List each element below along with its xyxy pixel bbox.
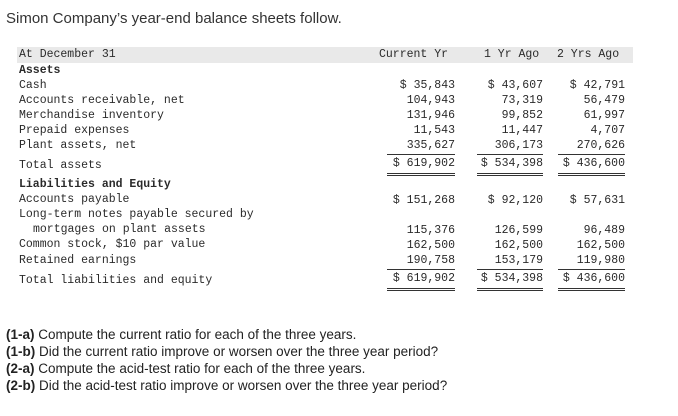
ap-1yr: $ 92,120 [487, 194, 543, 207]
subtotal-rule-2yr [558, 154, 625, 155]
question-1b [6, 343, 447, 360]
row-label-common-stock: Common stock, $10 par value [19, 238, 206, 251]
question-1b-tag: (1-b) [6, 344, 36, 359]
total-assets-current: $ 619,902 [392, 157, 455, 170]
question-1a-tag: (1-a) [6, 327, 35, 342]
retained-earnings-current: 190,758 [406, 254, 455, 267]
intro-text: Simon Company’s year-end balance sheets follow. [6, 10, 342, 27]
assets-heading: Assets [19, 64, 61, 77]
total-le-double-rule-1yr [477, 288, 543, 291]
inventory-current: 131,946 [406, 109, 455, 122]
cash-current: $ 35,843 [399, 79, 455, 92]
lt-notes-current: 115,376 [406, 224, 455, 237]
ar-current: 104,943 [406, 94, 455, 107]
row-label-lt-notes-line1: Long-term notes payable secured by [19, 208, 254, 221]
question-2b-text: Did the acid-test ratio improve or worsen over the three year period? [35, 378, 448, 393]
row-label-retained-earnings: Retained earnings [19, 254, 137, 267]
question-2a [6, 360, 447, 377]
question-list [6, 326, 447, 394]
liab-subtotal-rule-2yr [558, 269, 625, 270]
header-current-yr: Current Yr [379, 48, 449, 61]
total-assets-1yr: $ 534,398 [480, 157, 543, 170]
prepaid-current: 11,543 [413, 124, 455, 137]
row-label-prepaid: Prepaid expenses [19, 124, 130, 137]
question-1a-text: Compute the current ratio for each of the three years. [34, 327, 357, 342]
cash-2yr: $ 42,791 [569, 79, 625, 92]
ar-2yr: 56,479 [583, 94, 625, 107]
common-stock-1yr: 162,500 [494, 239, 543, 252]
row-label-ar: Accounts receivable, net [19, 94, 185, 107]
total-le-1yr: $ 534,398 [480, 272, 543, 285]
ap-2yr: $ 57,631 [569, 194, 625, 207]
total-le-double-rule-2yr [558, 288, 625, 291]
common-stock-current: 162,500 [406, 239, 455, 252]
header-1-yr-ago: 1 Yr Ago [484, 48, 540, 61]
row-label-cash: Cash [19, 79, 47, 92]
inventory-2yr: 61,997 [583, 109, 625, 122]
lt-notes-1yr: 126,599 [494, 224, 543, 237]
row-label-ap: Accounts payable [19, 193, 130, 206]
row-label-total-liab-equity: Total liabilities and equity [19, 274, 213, 287]
total-le-2yr: $ 436,600 [562, 272, 625, 285]
common-stock-2yr: 162,500 [576, 239, 625, 252]
subtotal-rule-1yr [477, 154, 543, 155]
row-label-lt-notes-line2: mortgages on plant assets [33, 223, 206, 236]
header-2-yrs-ago: 2 Yrs Ago [557, 48, 620, 61]
question-1b-text: Did the current ratio improve or worsen over the three year period? [35, 344, 439, 359]
inventory-1yr: 99,852 [501, 109, 543, 122]
ap-current: $ 151,268 [392, 194, 455, 207]
total-assets-double-rule-2yr [558, 173, 625, 176]
question-2b-tag: (2-b) [6, 378, 36, 393]
question-1a [6, 326, 447, 343]
question-2b [6, 377, 447, 394]
ar-1yr: 73,319 [501, 94, 543, 107]
retained-earnings-1yr: 153,179 [494, 254, 543, 267]
plant-2yr: 270,626 [576, 139, 625, 152]
retained-earnings-2yr: 119,980 [576, 254, 625, 267]
row-label-total-assets: Total assets [19, 159, 102, 172]
total-assets-double-rule-1yr [477, 173, 543, 176]
plant-1yr: 306,173 [494, 139, 543, 152]
liab-subtotal-rule-current [387, 269, 455, 270]
subtotal-rule-current [387, 154, 455, 155]
prepaid-1yr: 11,447 [501, 124, 543, 137]
lt-notes-2yr: 96,489 [583, 224, 625, 237]
prepaid-2yr: 4,707 [590, 124, 625, 137]
row-label-plant: Plant assets, net [19, 139, 137, 152]
cash-1yr: $ 43,607 [487, 79, 543, 92]
total-le-current: $ 619,902 [392, 272, 455, 285]
total-assets-double-rule-current [387, 173, 455, 176]
total-le-double-rule-current [387, 288, 455, 291]
header-date: At December 31 [19, 48, 116, 61]
question-2a-tag: (2-a) [6, 361, 35, 376]
total-assets-2yr: $ 436,600 [562, 157, 625, 170]
liab-subtotal-rule-1yr [477, 269, 543, 270]
row-label-inventory: Merchandise inventory [19, 109, 164, 122]
liabilities-equity-heading: Liabilities and Equity [19, 178, 171, 191]
plant-current: 335,627 [406, 139, 455, 152]
question-2a-text: Compute the acid-test ratio for each of the three years. [34, 361, 366, 376]
